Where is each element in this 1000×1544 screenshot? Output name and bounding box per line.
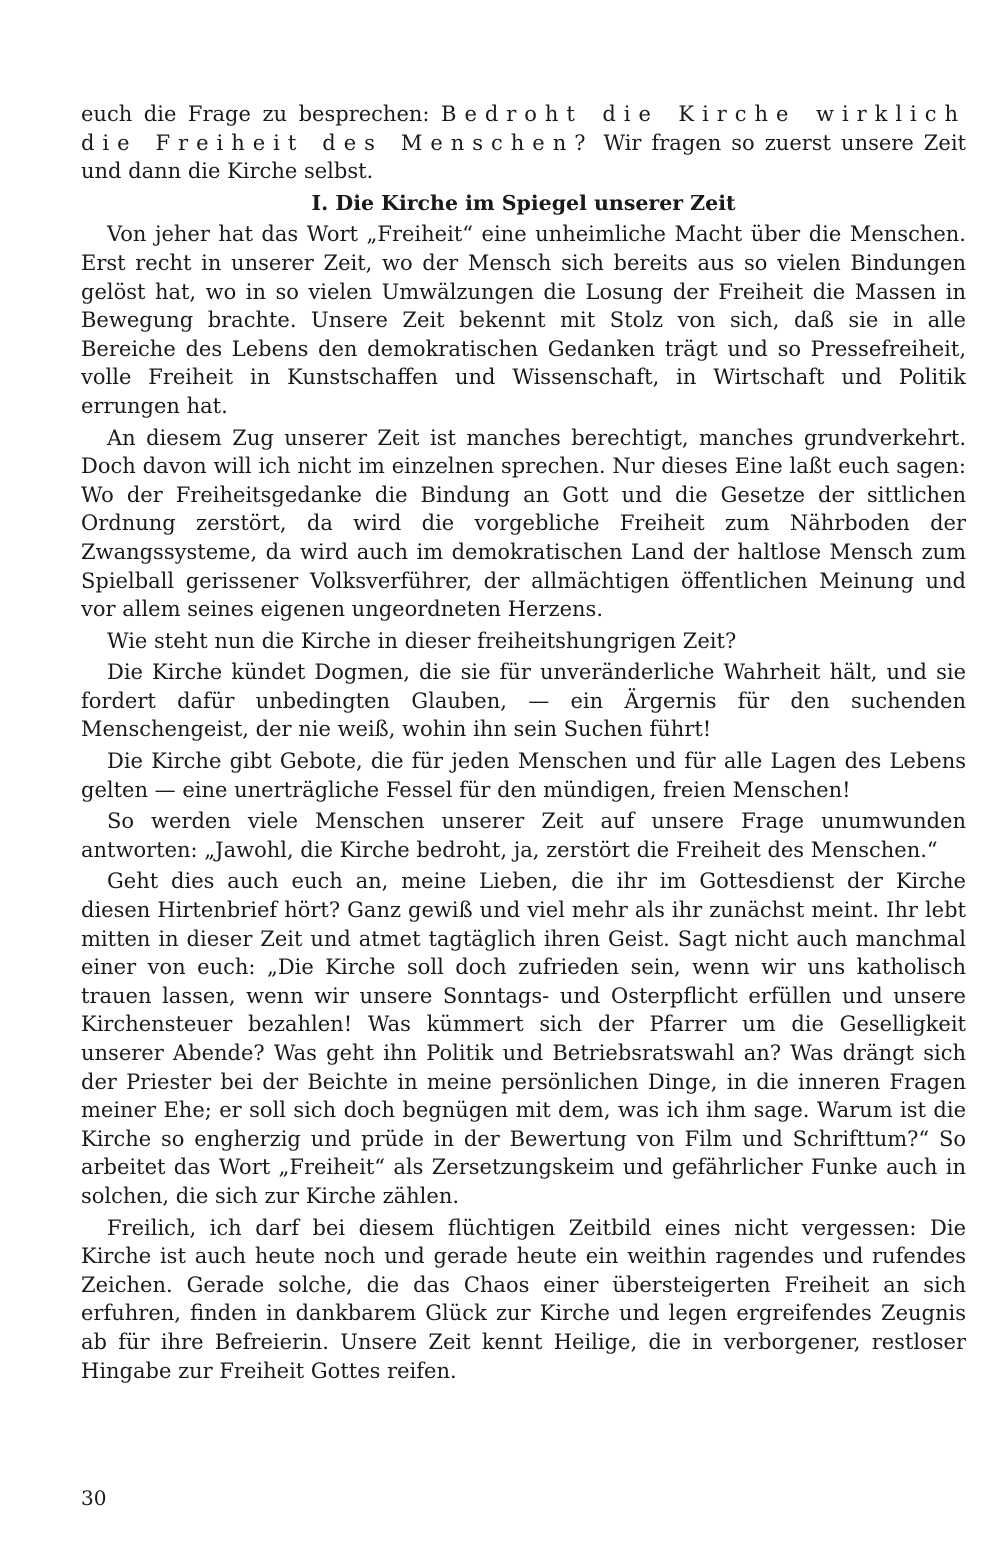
intro-text-before: euch die Frage zu besprechen: xyxy=(81,102,442,126)
paragraph-zug-unserer-zeit: An diesem Zug unserer Zeit ist manches berechtigt, manches grundverkehrt. Doch davon will ich nicht im einzelnen sprechen. Nur dieses Eine laßt euch sagen: Wo der Freiheitsgedanke die Bindung an Gott und die Gesetze der sittlichen Ordnung zerstört, da wird die vorgebliche Freiheit zum Nährboden der Zwangssysteme, da wird auch im demokratischen Land der haltlose Mensch zum Spielball gerissener Volksverführer, der allmächtigen öffentlichen Meinung und vor allem seines eigenen ungeordneten Herzens. xyxy=(81,425,966,622)
paragraph-geht-dies-euch-an: Geht dies auch euch an, meine Lieben, die ihr im Gottesdienst der Kirche diesen Hirtenbrief hört? Ganz gewiß und viel mehr als ihr zunächst meint. Ihr lebt mitten in dieser Zeit und atmet tagtäglich ihren Geist. Sagt nicht auch manchmal einer von euch: „Die Kirche soll doch zufrieden sein, wenn wir uns katholisch trauen lassen, wenn wir unsere Sonntags- und Osterpflicht erfüllen und unsere Kirchensteuer bezahlen! Was kümmert sich der Pfarrer um die Geselligkeit unserer Abende? Was geht ihn Politik und Betriebsratswahl an? Was drängt sich der Priester bei der Beichte in meine persönlichen Dinge, in die inneren Fragen meiner Ehe; er soll sich doch begnügen mit dem, was ich ihm sage. Warum ist die Kirche so engherzig und prüde in der Bewertung von Film und Schrifttum?“ So arbeitet das Wort „Freiheit“ als Zersetzungskeim und gefährlicher Funke auch in solchen, die sich zur Kirche zählen. xyxy=(81,869,966,1208)
paragraph-antwort: So werden viele Menschen unserer Zeit auf unsere Frage unumwunden antworten: „Jawohl, die Kirche bedroht, ja, zerstört die Freiheit des Menschen.“ xyxy=(81,809,966,862)
paragraph-kirche-frage: Wie steht nun die Kirche in dieser freiheitshungrigen Zeit? xyxy=(107,628,737,653)
page-body xyxy=(81,100,966,1385)
intro-paragraph xyxy=(81,100,966,186)
intro-text-after: Wir fragen so zuerst unsere Zeit und dann die Kirche selbst. xyxy=(81,130,966,184)
section-heading: I. Die Kirche im Spiegel unserer Zeit xyxy=(311,190,736,215)
paragraph-gebote: Die Kirche gibt Gebote, die für jeden Menschen und für alle Lagen des Lebens gelten — eine unerträgliche Fessel für den mündigen, freien Menschen! xyxy=(81,749,966,802)
paragraph-dogmen: Die Kirche kündet Dogmen, die sie für unveränderliche Wahrheit hält, und sie fordert dafür unbedingten Glauben, — ein Ärgernis für den suchenden Menschengeist, der nie weiß, wohin ihn sein Suchen führt! xyxy=(81,660,966,742)
page-number: 30 xyxy=(81,1486,107,1510)
paragraph-freiheit-macht: Von jeher hat das Wort „Freiheit“ eine unheimliche Macht über die Menschen. Erst recht in unserer Zeit, wo der Mensch sich bereits aus so vielen Bindungen gelöst hat, wo in so vielen Umwälzungen die Losung der Freiheit die Massen in Bewegung brachte. Unsere Zeit bekennt mit Stolz von sich, daß sie in alle Bereiche des Lebens den demokratischen Gedanken trägt und so Pressefreiheit, volle Freiheit in Kunstschaffen und Wissenschaft, in Wirtschaft und Politik errungen hat. xyxy=(81,222,966,418)
paragraph-freilich: Freilich, ich darf bei diesem flüchtigen Zeitbild eines nicht vergessen: Die Kirche ist auch heute noch und gerade heute ein weithin ragendes und rufendes Zeichen. Gerade solche, die das Chaos einer übersteigerten Freiheit an sich erfuhren, finden in dankbarem Glück zur Kirche und legen ergreifendes Zeugnis ab für ihre Befreierin. Unsere Zeit kennt Heilige, die in verborgener, restloser Hingabe zur Freiheit Gottes reifen. xyxy=(81,1215,966,1383)
intro-spaced-question: Bedroht die Kirche wirklich die Freiheit des Menschen? xyxy=(81,102,966,155)
